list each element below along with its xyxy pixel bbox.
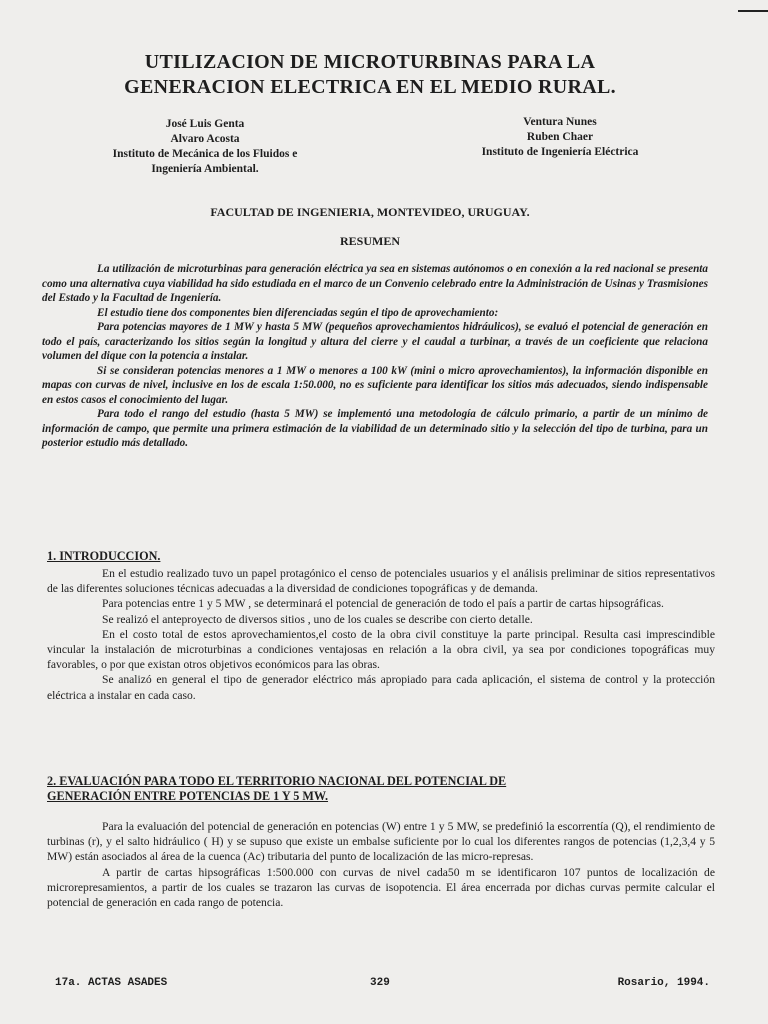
page-footer <box>55 977 710 993</box>
author-line: Alvaro Acosta <box>170 133 240 145</box>
authors-left <box>60 117 350 177</box>
affiliation-line: Instituto de Ingeniería Eléctrica <box>481 146 639 158</box>
paper-title <box>60 50 680 100</box>
affiliation-line: Instituto de Mecánica de los Fluidos e <box>112 148 298 160</box>
page-number: 329 <box>370 977 390 989</box>
abstract-paragraph: Para todo el rango del estudio (hasta 5 MW) se implementó una metodología de cálculo primario, a partir de un mínimo de información de campo, que permite una primera estimación de la viabilidad de un determinado sitio y la selección del tipo de turbina, para un posterior estudio más detallado. <box>42 408 708 449</box>
author-line: Ventura Nunes <box>523 116 597 128</box>
section-2-heading-line-1: 2. EVALUACIÓN PARA TODO EL TERRITORIO NACIONAL DEL POTENCIAL DE <box>47 774 507 788</box>
body-paragraph: A partir de cartas hipsográficas 1:500.000 con curvas de nivel cada50 m se identificaron 107 puntos de localización de microrepresamientos, a partir de los cuales se trazaron las curvas de isopotencia. El área encerrada por dichas curvas permite calcular el potencial de generación en cada rango de potencia. <box>47 865 715 910</box>
footer-proceedings: 17a. ACTAS ASADES <box>55 977 168 989</box>
abstract <box>42 262 708 451</box>
footer-place-date: Rosario, 1994. <box>617 977 710 989</box>
body-paragraph: En el estudio realizado tuvo un papel protagónico el censo de potenciales usuarios y el análisis preliminar de sitios representativos de las diferentes soluciones técnicas adecuadas a la diversidad de condiciones topográficas y de demanda. <box>47 567 715 596</box>
body-paragraph: Se analizó en general el tipo de generador eléctrico más apropiado para cada aplicación, el sistema de control y la protección eléctrica a instalar en cada caso. <box>47 673 715 702</box>
faculty-line: FACULTAD DE INGENIERIA, MONTEVIDEO, URUGUAY. <box>210 205 530 219</box>
title-line-2: GENERACION ELECTRICA EN EL MEDIO RURAL. <box>124 76 616 98</box>
abstract-paragraph: Para potencias mayores de 1 MW y hasta 5 MW (pequeños aprovechamientos hidráulicos), se evaluó el potencial de generación en todo el país, caracterizando los sitios según la longitud y altura del cierre y el caudal a turbinar, a través de un coeficiente que relaciona volumen del dique con la potencia a instalar. <box>42 321 708 362</box>
section-1-heading: 1. INTRODUCCION. <box>47 549 161 563</box>
affiliation-line: Ingeniería Ambiental. <box>151 163 259 175</box>
corner-mark <box>738 10 768 12</box>
body-paragraph: En el costo total de estos aprovechamientos,el costo de la obra civil constituye la parte principal. Resulta casi imprescindible vincular la instalación de microturbinas a condiciones ventajosas en relación a la obra civil, ya sea por condiciones topográficas muy favorables, o por que existan otros objetivos económicos para las obras. <box>47 627 715 672</box>
section-1-body <box>47 566 715 703</box>
abstract-paragraph: Si se consideran potencias menores a 1 MW o menores a 100 kW (mini o micro aprovechamientos), la información disponible en mapas con curvas de nivel, inclusive en los de escala 1:50.000, no es suficiente para identificar los sitios más adecuados, siendo indispensable en estos casos el conocimiento del lugar. <box>42 364 708 406</box>
section-2-body <box>47 819 715 910</box>
author-line: José Luis Genta <box>165 118 245 130</box>
section-2-heading <box>47 774 667 804</box>
body-paragraph: Se realizó el anteproyecto de diversos sitios , uno de los cuales se describe con cierto detalle. <box>102 612 533 626</box>
section-2-heading-line-2: GENERACIÓN ENTRE POTENCIAS DE 1 Y 5 MW. <box>47 789 329 803</box>
abstract-heading: RESUMEN <box>339 234 400 248</box>
title-line-1: UTILIZACION DE MICROTURBINAS PARA LA <box>144 51 596 73</box>
abstract-paragraph: La utilización de microturbinas para generación eléctrica ya sea en sistemas autónomos o en conexión a la red nacional se presenta como una alternativa cuya viabilidad ha sido estudiada en el marco de un Convenio celebrado entre la Administración de Usinas y Trasmisiones del Estado y la Facultad de Ingeniería. <box>42 263 708 304</box>
abstract-paragraph: El estudio tiene dos componentes bien diferenciadas según el tipo de aprovechamiento: <box>97 306 499 319</box>
author-line: Ruben Chaer <box>526 131 594 143</box>
body-paragraph: Para la evaluación del potencial de generación en potencias (W) entre 1 y 5 MW, se predefinió la escorrentía (Q), el rendimiento de turbinas (r), y el salto hidráulico ( H) y se supuso que existe un embalse suficiente por lo cual los diferentes rangos de potencias (1,2,3,4 y 5 MW) están asociados al área de la cuenca (Ac) tributaria del punto de localización de las micro-represas. <box>47 820 715 864</box>
body-paragraph: Para potencias entre 1 y 5 MW , se determinará el potencial de generación de todo el país a partir de cartas hipsográficas. <box>102 597 664 611</box>
authors-right <box>430 115 690 160</box>
